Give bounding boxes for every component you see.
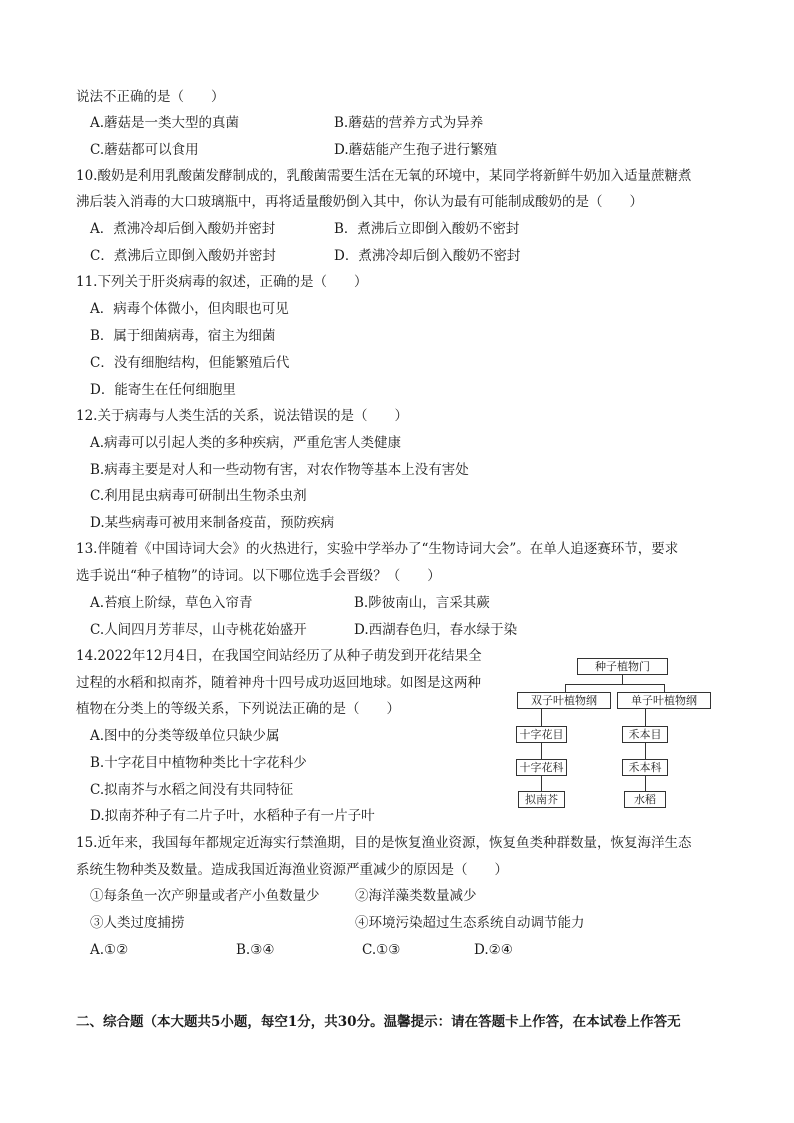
q10-option-a: A．煮沸冷却后倒入酸奶并密封 — [90, 221, 276, 237]
q12-stem: 12.关于病毒与人类生活的关系，说法错误的是（ ） — [76, 408, 408, 424]
q15-option-c: C.①③ — [362, 942, 401, 958]
q14-stem-line2: 过程的水稻和拟南芥，随着神舟十四号成功返回地球。如图是这两种 — [76, 675, 481, 691]
q10-stem-line1: 10.酸奶是利用乳酸菌发酵制成的，乳酸菌需要生活在无氧的环境中，某同学将新鲜牛奶加入适量蔗糖煮 — [76, 168, 692, 184]
q14-option-c: C.拟南芥与水稻之间没有共同特征 — [90, 782, 294, 798]
diagram-left-species: 拟南芥 — [518, 791, 565, 808]
q12-option-b: B.病毒主要是对人和一些动物有害，对农作物等基本上没有害处 — [90, 462, 469, 478]
q10-option-c: C．煮沸后立即倒入酸奶并密封 — [90, 248, 276, 264]
q9-stem-tail: 说法不正确的是（ ） — [76, 89, 225, 105]
diagram-left-family: 十字花科 — [516, 759, 567, 776]
diagram-right-class: 单子叶植物纲 — [617, 692, 711, 709]
diagram-right-order: 禾本目 — [622, 726, 668, 743]
q11-option-b: B．属于细菌病毒，宿主为细菌 — [90, 328, 276, 344]
q13-option-b: B.陟彼南山，言采其蕨 — [354, 595, 490, 611]
connector-right-family — [645, 743, 646, 759]
diagram-left-class: 双子叶植物纲 — [517, 692, 611, 709]
q15-stem-line1: 15.近年来，我国每年都规定近海实行禁渔期，目的是恢复渔业资源，恢复鱼类种群数量，恢复海洋生态 — [76, 835, 692, 851]
q14-option-b: B.十字花目中植物种类比十字花科少 — [90, 755, 307, 771]
connector-left-family — [541, 743, 542, 759]
q9-option-b: B.蘑菇的营养方式为异养 — [334, 115, 484, 131]
connector-root-horizontal — [565, 684, 665, 685]
q14-stem-line1: 14.2022年12月4日，在我国空间站经历了从种子萌发到开花结果全 — [76, 648, 482, 664]
q11-option-c: C．没有细胞结构，但能繁殖后代 — [90, 355, 290, 371]
q13-option-d: D.西湖春色归，春水绿于染 — [354, 622, 518, 638]
q14-option-a: A.图中的分类等级单位只缺少属 — [90, 728, 280, 744]
q12-option-a: A.病毒可以引起人类的多种疾病，严重危害人类健康 — [90, 435, 402, 451]
q15-statement-4: ④环境污染超过生态系统自动调节能力 — [355, 915, 585, 931]
connector-right-species — [645, 776, 646, 791]
q14-stem-line3: 植物在分类上的等级关系，下列说法正确的是（ ） — [76, 701, 400, 717]
q12-option-c: C.利用昆虫病毒可研制出生物杀虫剂 — [90, 488, 307, 504]
q15-stem-line2: 系统生物种类及数量。造成我国近海渔业资源严重减少的原因是（ ） — [76, 862, 508, 878]
q11-option-a: A．病毒个体微小，但肉眼也可见 — [90, 301, 289, 317]
connector-left-class — [565, 684, 566, 692]
q15-statement-3: ③人类过度捕捞 — [90, 915, 185, 931]
diagram-root-phylum: 种子植物门 — [577, 658, 668, 675]
q13-option-c: C.人间四月芳菲尽，山寺桃花始盛开 — [90, 622, 307, 638]
q15-option-b: B.③④ — [236, 942, 275, 958]
diagram-right-family: 禾本科 — [622, 759, 668, 776]
q15-option-a: A.①② — [90, 942, 129, 958]
q10-stem-line2: 沸后装入消毒的大口玻璃瓶中，再将适量酸奶倒入其中，你认为最有可能制成酸奶的是（ ） — [76, 194, 643, 210]
q10-option-d: D．煮沸冷却后倒入酸奶不密封 — [334, 248, 521, 264]
connector-root-down — [622, 675, 623, 684]
connector-right-order — [645, 709, 646, 726]
q11-stem: 11.下列关于肝炎病毒的叙述，正确的是（ ） — [76, 274, 368, 290]
q14-option-d: D.拟南芥种子有二片子叶，水稻种子有一片子叶 — [90, 808, 375, 824]
section-2-heading: 二、综合题（本大题共5小题，每空1分，共30分。温馨提示：请在答题卡上作答，在本试卷上作答无 — [76, 1014, 681, 1030]
diagram-right-species: 水稻 — [624, 791, 666, 808]
q13-stem-line1: 13.伴随着《中国诗词大会》的火热进行，实验中学举办了“生物诗词大会”。在单人追逐赛环节，要求 — [76, 541, 679, 557]
q13-option-a: A.苔痕上阶绿，草色入帘青 — [90, 595, 253, 611]
q9-option-d: D.蘑菇能产生孢子进行繁殖 — [334, 142, 498, 158]
q9-option-c: C.蘑菇都可以食用 — [90, 142, 199, 158]
diagram-left-order: 十字花目 — [516, 726, 567, 743]
q15-statement-2: ②海洋藻类数量减少 — [355, 888, 477, 904]
connector-left-species — [541, 776, 542, 791]
q10-option-b: B．煮沸后立即倒入酸奶不密封 — [334, 221, 520, 237]
connector-left-order — [541, 709, 542, 726]
q15-option-d: D.②④ — [474, 942, 513, 958]
q11-option-d: D．能寄生在任何细胞里 — [90, 382, 236, 398]
q9-option-a: A.蘑菇是一类大型的真菌 — [90, 115, 240, 131]
q12-option-d: D.某些病毒可被用来制备疫苗，预防疾病 — [90, 515, 335, 531]
connector-right-class — [664, 684, 665, 692]
q13-stem-line2: 选手说出“种子植物”的诗词。以下哪位选手会晋级？（ ） — [76, 568, 441, 584]
q15-statement-1: ①每条鱼一次产卵量或者产小鱼数量少 — [90, 888, 320, 904]
